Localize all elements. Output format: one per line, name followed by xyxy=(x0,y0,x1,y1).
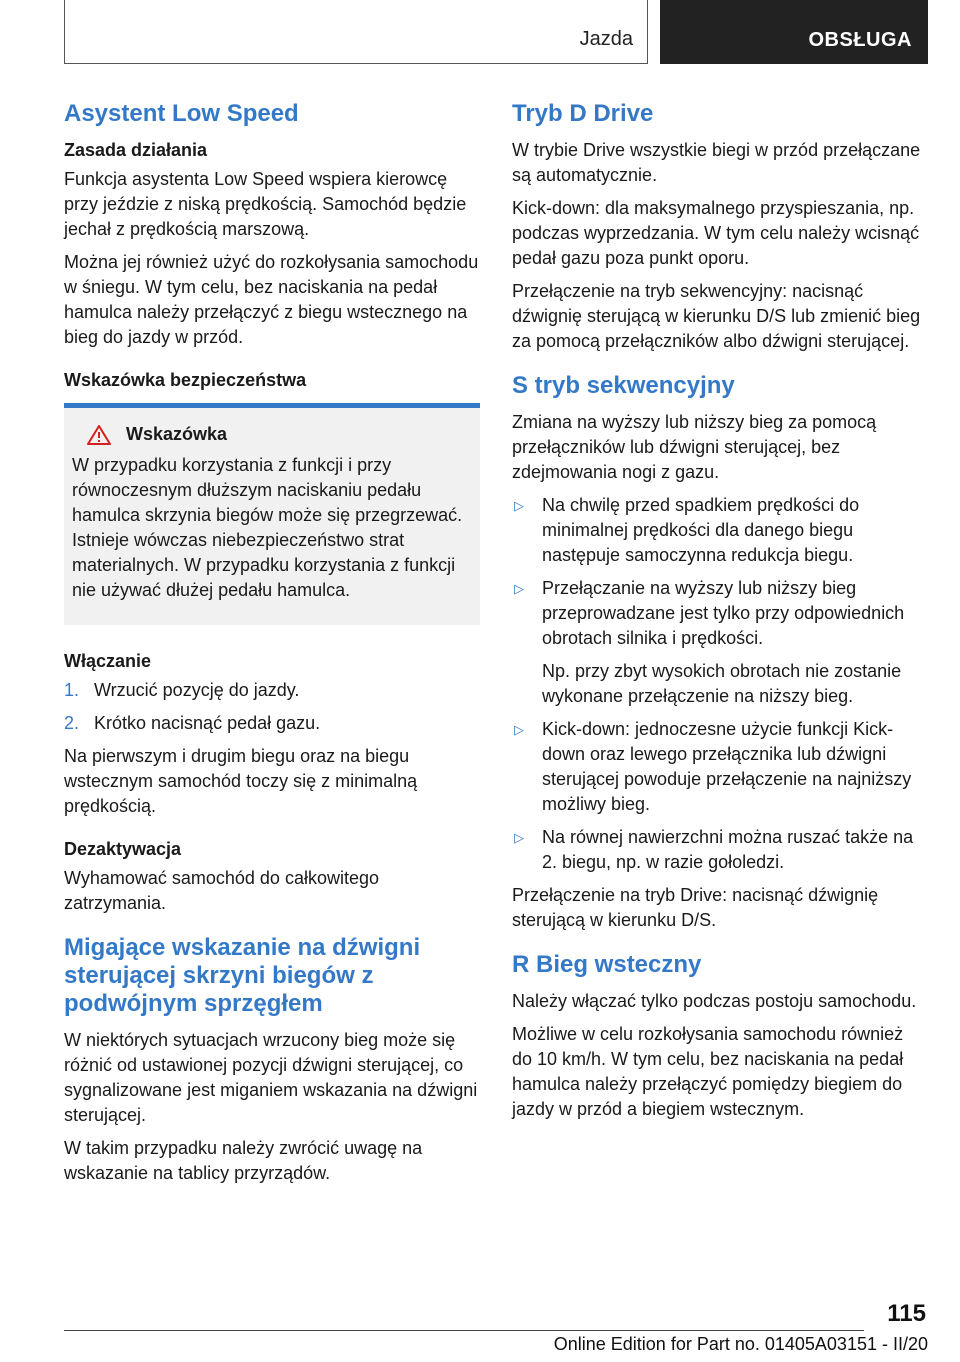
bullet-extra-text: Np. przy zbyt wysokich obrotach nie zostanie wykonane przełączenie na niższy bieg. xyxy=(542,661,902,706)
heading-bieg-r: R Bieg wsteczny xyxy=(512,951,702,978)
subheading-dezaktywacja: Dezaktywacja xyxy=(64,839,182,859)
step-number: 2. xyxy=(64,713,80,733)
bullet-text: Kick-down: jednoczesne użycie funkcji Kick-down oraz lewego przełącznika lub dźwigni sterującej powoduje przełączenie na najniższy możliwy bieg. xyxy=(542,719,912,814)
paragraph-przelaczenie-drive: Przełączenie na tryb Drive: nacisnąć dźwignię sterującą w kierunku D/S. xyxy=(512,885,879,930)
paragraph-na-pierwszym: Na pierwszym i drugim biegu oraz na biegu wstecznym samochód toczy się z minimalną prędkością. xyxy=(64,746,418,816)
paragraph-kickdown: Kick-down: dla maksymalnego przyspieszania, np. podczas wyprzedzania. W tym celu należy wcisnąć pedał gazu poza punkt oporu. xyxy=(512,198,920,268)
notice-text: W przypadku korzystania z funkcji i przy równoczesnym dłuższym naciskaniu pedału hamulca skrzynia biegów może się przegrzewać. Istnieje wówczas niebezpieczeństwo strat materialnych. W przypadku korzystania z funkcji nie używać dłużej pedału hamulca. xyxy=(72,455,463,600)
heading-low-speed: Asystent Low Speed xyxy=(64,100,299,127)
list-item xyxy=(512,576,928,709)
chapter-title: OBSŁUGA xyxy=(808,29,912,51)
bullet-text: Na chwilę przed spadkiem prędkości do minimalnej prędkości dla danego biegu następuje samoczynna redukcja biegu. xyxy=(542,495,860,565)
section-title: Jazda xyxy=(579,28,633,50)
heading-tryb-s: S tryb sekwencyjny xyxy=(512,372,735,399)
triangle-bullet-icon: ▷ xyxy=(514,498,524,513)
triangle-bullet-icon: ▷ xyxy=(514,581,524,596)
paragraph-przelaczenie-sekw: Przełączenie na tryb sekwencyjny: nacisnąć dźwignię sterującą w kierunku D/S lub zmienić bieg za pomocą przełączników albo dźwigni sterującej. xyxy=(512,281,921,351)
list-item xyxy=(64,678,480,703)
warning-notice xyxy=(64,403,480,625)
list-item xyxy=(64,711,480,736)
steps-list xyxy=(64,678,480,736)
heading-tryb-d: Tryb D Drive xyxy=(512,100,654,127)
step-number: 1. xyxy=(64,680,80,700)
triangle-bullet-icon: ▷ xyxy=(514,830,524,845)
page-header xyxy=(64,0,928,66)
bullet-text: Przełączanie na wyższy lub niższy bieg przeprowadzane jest tylko przy odpowiednich obrotach silnika i prędkości. xyxy=(542,578,905,648)
bullet-list xyxy=(512,493,928,875)
paragraph-w-trybie: W trybie Drive wszystkie biegi w przód przełączane są automatycznie. xyxy=(512,140,921,185)
paragraph-mozliwe: Możliwe w celu rozkołysania samochodu również do 10 km/h. W tym celu, bez naciskania na pedał hamulca należy przełączyć pomiędzy biegiem do jazdy w przód a biegiem wstecznym. xyxy=(512,1024,904,1119)
left-column xyxy=(64,100,480,1194)
list-item xyxy=(512,717,928,817)
subheading-safety: Wskazówka bezpieczeństwa xyxy=(64,370,307,390)
step-text: Wrzucić pozycję do jazdy. xyxy=(94,680,300,700)
right-column xyxy=(512,100,928,1130)
paragraph-funkcja: Funkcja asystenta Low Speed wspiera kierowcę przy jeździe z niską prędkością. Samochód będzie jechał z prędkością marszową. xyxy=(64,169,467,239)
chapter-tab xyxy=(660,0,928,64)
paragraph-wyhamowac: Wyhamować samochód do całkowitego zatrzymania. xyxy=(64,868,379,913)
page-number: 115 xyxy=(887,1300,926,1327)
warning-triangle-icon xyxy=(86,424,112,446)
heading-migajace: Migające wskazanie na dźwigni sterującej skrzyni biegów z podwójnym sprzęgłem xyxy=(64,934,421,1017)
notice-title: Wskazówka xyxy=(126,424,228,444)
step-text: Krótko nacisnąć pedał gazu. xyxy=(94,713,321,733)
list-item xyxy=(512,493,928,568)
paragraph-w-takim: W takim przypadku należy zwrócić uwagę na wskazanie na tablicy przyrządów. xyxy=(64,1138,423,1183)
triangle-bullet-icon: ▷ xyxy=(514,722,524,737)
footer-divider xyxy=(64,1330,864,1331)
section-tab xyxy=(64,0,648,64)
bullet-text: Na równej nawierzchni można ruszać także na 2. biegu, np. w razie gołoledzi. xyxy=(542,827,914,872)
subheading-zasada: Zasada działania xyxy=(64,140,208,160)
paragraph-mozna: Można jej również użyć do rozkołysania samochodu w śniegu. W tym celu, bez naciskania na pedał hamulca należy przełączyć z biegu wstecznego na bieg do jazdy w przód. xyxy=(64,252,479,347)
subheading-wlaczanie: Włączanie xyxy=(64,651,152,671)
paragraph-zmiana: Zmiana na wyższy lub niższy bieg za pomocą przełączników lub dźwigni sterującej, bez zdejmowania nogi z gazu. xyxy=(512,412,877,482)
paragraph-w-niektorych: W niektórych sytuacjach wrzucony bieg może się różnić od ustawionej pozycji dźwigni sterującej, co sygnalizowane jest miganiem wskazania na dźwigni sterującej. xyxy=(64,1030,478,1125)
list-item xyxy=(512,825,928,875)
footer-edition: Online Edition for Part no. 01405A03151 - II/20 xyxy=(553,1334,928,1354)
paragraph-nalezy: Należy włączać tylko podczas postoju samochodu. xyxy=(512,991,917,1011)
